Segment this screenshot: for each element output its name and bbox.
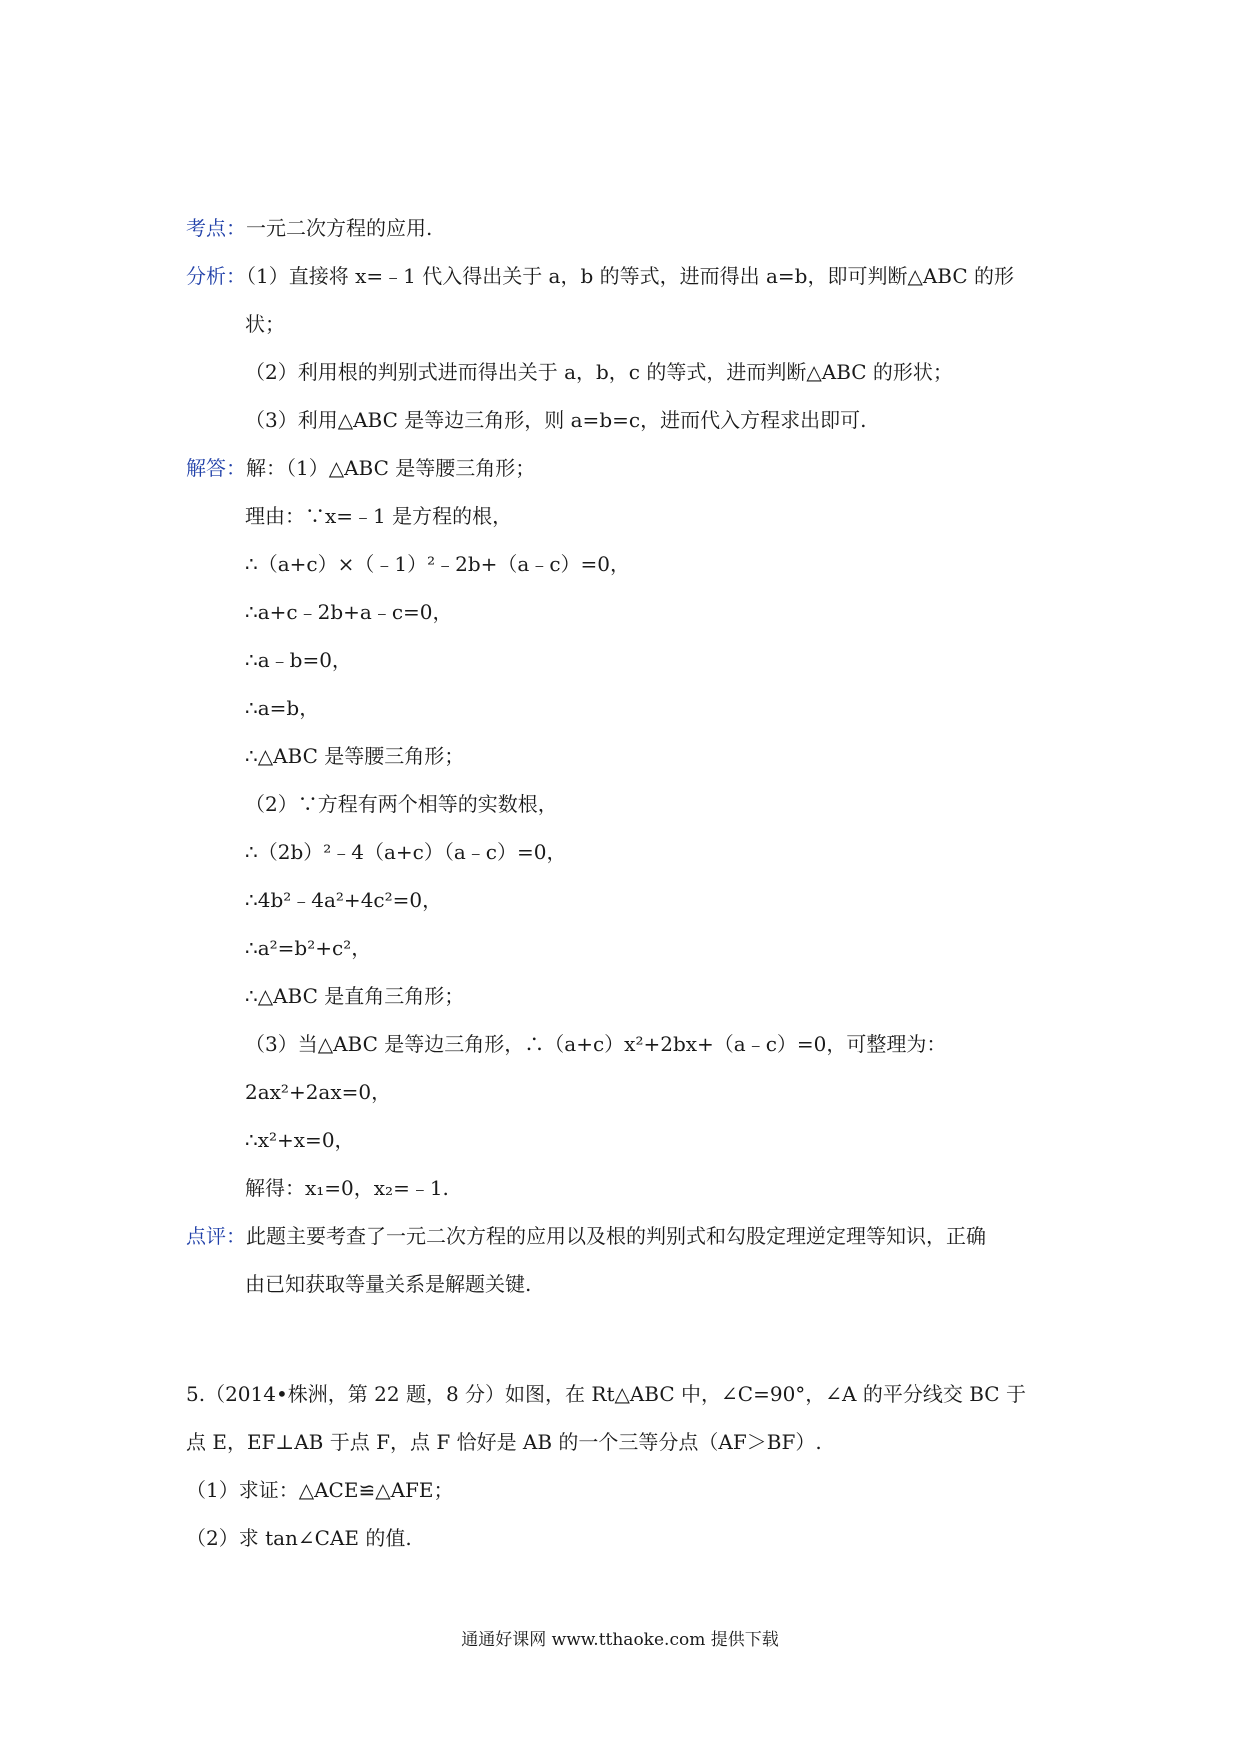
fenxi-line-4: （3）利用△ABC 是等边三角形，则 a=b=c，进而代入方程求出即可. xyxy=(245,408,867,432)
jieda-line-8: （2）∵方程有两个相等的实数根， xyxy=(245,792,558,816)
fenxi-text: （1）直接将 x=﹣1 代入得出关于 a，b 的等式，进而得出 a=b，即可判断△ABC 的形 xyxy=(246,264,1015,288)
dianping-line-2: 由已知获取等量关系是解题关键. xyxy=(245,1272,532,1296)
problem5-line-4: （2）求 tan∠CAE 的值. xyxy=(186,1526,412,1550)
jieda-line-5: ∴a﹣b=0， xyxy=(245,648,352,672)
jieda-line-13: （3）当△ABC 是等边三角形，∴（a+c）x²+2bx+（a﹣c）=0，可整理为： xyxy=(245,1032,947,1056)
page-footer: 通通好课网 www.tthaoke.com 提供下载 xyxy=(461,1630,779,1650)
problem5-line-2: 点 E，EF⊥AB 于点 F，点 F 恰好是 AB 的一个三等分点（AF＞BF）. xyxy=(186,1430,822,1454)
kaodian-text: 一元二次方程的应用. xyxy=(246,216,433,240)
kaodian-line xyxy=(186,214,432,242)
fenxi-line-2: 状； xyxy=(245,312,285,336)
jieda-text: 解：（1）△ABC 是等腰三角形； xyxy=(246,456,536,480)
jieda-line-6: ∴a=b， xyxy=(245,696,320,720)
fenxi-line-3: （2）利用根的判别式进而得出关于 a，b，c 的等式，进而判断△ABC 的形状； xyxy=(245,360,953,384)
jieda-line-3: ∴（a+c）×（﹣1）²﹣2b+（a﹣c）=0， xyxy=(245,552,630,576)
jieda-line-10: ∴4b²﹣4a²+4c²=0， xyxy=(245,888,443,912)
dianping-text: 此题主要考查了一元二次方程的应用以及根的判别式和勾股定理逆定理等知识，正确 xyxy=(246,1224,986,1248)
fenxi-line-1 xyxy=(186,262,1014,290)
jieda-line-12: ∴△ABC 是直角三角形； xyxy=(245,984,465,1008)
jieda-line-15: ∴x²+x=0， xyxy=(245,1128,355,1152)
problem5-line-3: （1）求证：△ACE≌△AFE； xyxy=(186,1478,454,1502)
jieda-line-1 xyxy=(186,454,535,482)
fenxi-label: 分析： xyxy=(186,264,246,288)
dianping-line-1 xyxy=(186,1222,986,1250)
problem5-line-1: 5.（2014•株洲，第 22 题，8 分）如图，在 Rt△ABC 中，∠C=90°，∠A 的平分线交 BC 于 xyxy=(186,1382,1026,1406)
jieda-label: 解答： xyxy=(186,456,246,480)
jieda-line-14: 2ax²+2ax=0， xyxy=(245,1080,392,1104)
jieda-line-9: ∴（2b）²﹣4（a+c）（a﹣c）=0， xyxy=(245,840,567,864)
jieda-line-16: 解得：x₁=0，x₂=﹣1. xyxy=(245,1176,449,1200)
jieda-line-11: ∴a²=b²+c²， xyxy=(245,936,372,960)
dianping-label: 点评： xyxy=(186,1224,246,1248)
kaodian-label: 考点： xyxy=(186,216,246,240)
jieda-line-7: ∴△ABC 是等腰三角形； xyxy=(245,744,465,768)
jieda-line-4: ∴a+c﹣2b+a﹣c=0， xyxy=(245,600,453,624)
jieda-line-2: 理由：∵x=﹣1 是方程的根， xyxy=(245,504,513,528)
